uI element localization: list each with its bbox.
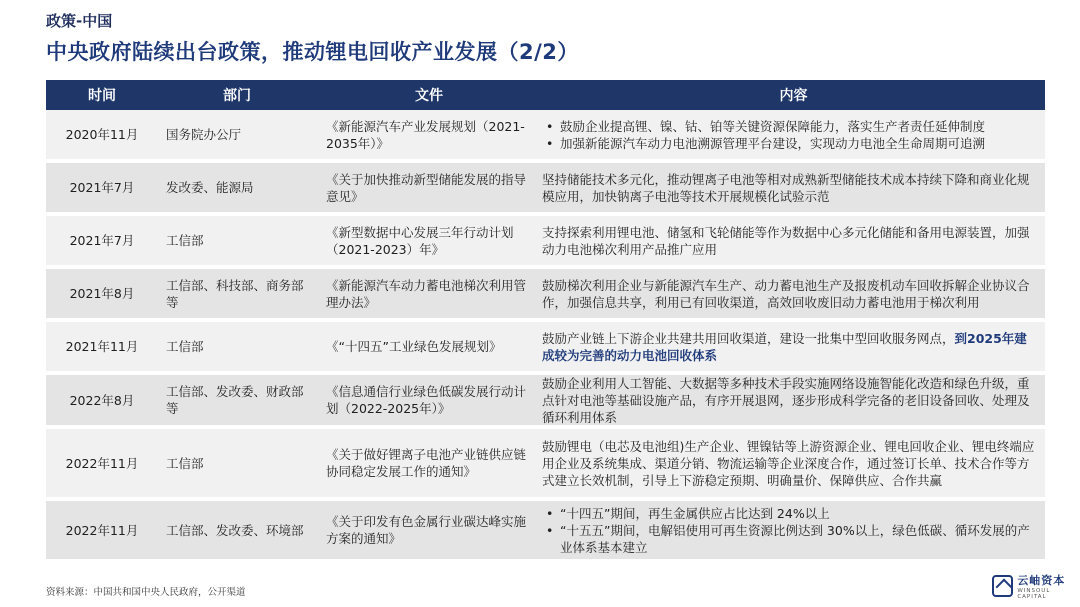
cell-dept: 工信部、发改委、财政部等 <box>166 384 304 416</box>
cell-content <box>542 505 1045 556</box>
cell-content <box>542 438 1045 489</box>
table-row <box>46 110 1045 163</box>
cell-content <box>542 171 1045 205</box>
page-title: 中央政府陆续出台政策，推动锂电回收产业发展（2/2） <box>46 40 579 64</box>
cell-time: 2021年7月 <box>69 180 135 195</box>
cell-content <box>542 118 1045 152</box>
content-text: 坚持储能技术多元化，推动锂离子电池等相对成熟新型储能技术成本持续下降和商业化规模应用，加快钠离子电池等技术开展规模化试验示范 <box>542 171 1030 204</box>
cell-content <box>542 375 1045 426</box>
content-text: 鼓励企业利用人工智能、大数据等多种技术手段实施网络设施智能化改造和绿色升级，重点针对电池等基础设施产品，有序开展退网，逐步形成科学完备的老旧设备回收、处理及循环利用体系 <box>542 375 1030 425</box>
column-header-dept: 部门 <box>223 88 251 104</box>
content-bullet: • 鼓励企业提高锂、镍、钴、铂等关键资源保障能力，落实生产者责任延伸制度 <box>542 118 1035 135</box>
cell-doc: 《关于做好锂离子电池产业链供应链协同稳定发展工作的通知》 <box>326 447 527 479</box>
content-text: 鼓励产业链上下游企业共建共用回收渠道，建设一批集中型回收服务网点， <box>542 330 955 346</box>
cell-dept: 工信部、科技部、商务部等 <box>166 277 304 310</box>
cell-doc: 《关于加快推动新型储能发展的指导意见》 <box>326 171 527 204</box>
content-text: 支持探索利用锂电池、储氢和飞轮储能等作为数据中心多元化储能和备用电源装置，加强动力电池梯次利用产品推广应用 <box>542 224 1030 257</box>
cell-doc: 《新能源汽车动力蓄电池梯次利用管理办法》 <box>326 277 527 310</box>
content-highlight: 到2025年建成较为完善的动力电池回收体系 <box>542 330 1027 363</box>
content-bullet: • “十四五”期间，再生金属供应占比达到 24%以上 <box>542 505 1035 522</box>
column-header-doc: 文件 <box>415 88 443 104</box>
logo-mark-icon <box>992 575 1013 597</box>
cell-time: 2022年8月 <box>69 392 135 408</box>
cell-dept: 国务院办公厅 <box>166 127 242 142</box>
table-row <box>46 269 1045 322</box>
table-header <box>46 80 1045 110</box>
cell-time: 2022年11月 <box>65 522 139 538</box>
cell-content <box>542 277 1045 311</box>
page-kicker: 政策-中国 <box>46 12 113 30</box>
brand-logo <box>992 572 1080 600</box>
cell-dept: 发改委、能源局 <box>166 180 254 195</box>
content-bullet: • 加强新能源汽车动力电池溯源管理平台建设，实现动力电池全生命周期可追溯 <box>542 135 1035 152</box>
cell-dept: 工信部 <box>166 233 204 248</box>
cell-time: 2021年8月 <box>69 286 135 301</box>
cell-doc: 《新型数据中心发展三年行动计划（2021-2023）年》 <box>326 224 514 257</box>
column-header-content: 内容 <box>779 88 808 104</box>
cell-time: 2021年11月 <box>65 339 139 354</box>
cell-doc: 《关于印发有色金属行业碳达峰实施方案的通知》 <box>326 514 527 546</box>
logo-name-cn: 云岫资本 <box>1017 574 1066 587</box>
table-row <box>46 429 1045 501</box>
cell-doc: 《新能源汽车产业发展规划（2021-2035年）》 <box>326 118 525 151</box>
policy-table <box>46 80 1045 563</box>
content-bullet: • “十五五”期间，电解铝使用可再生资源比例达到 30%以上，绿色低碳、循环发展的产业体系基本建立 <box>542 522 1035 556</box>
cell-doc: 《信息通信行业绿色低碳发展行动计划（2022-2025年）》 <box>326 384 527 416</box>
table-row <box>46 322 1045 375</box>
table-row <box>46 163 1045 216</box>
logo-name-en: WINSOUL CAPITAL <box>1017 588 1051 600</box>
cell-doc: 《“十四五”工业绿色发展规划》 <box>326 339 502 354</box>
content-text: 鼓励锂电（电芯及电池组)生产企业、锂镍钴等上游资源企业、锂电回收企业、锂电终端应用企业及系统集成、渠道分销、物流运输等企业深度合作，通过签订长单、技术合作等方式建立长效机制，引导上下游稳定预期、明确量价、保障供应、合作共赢 <box>542 438 1035 488</box>
table-row <box>46 375 1045 429</box>
cell-time: 2022年11月 <box>65 455 139 471</box>
source-note: 资料来源：中国共和国中央人民政府，公开渠道 <box>46 587 246 598</box>
cell-content <box>542 330 1045 364</box>
table-row <box>46 216 1045 269</box>
cell-content <box>542 224 1045 258</box>
cell-dept: 工信部 <box>166 339 204 354</box>
cell-dept: 工信部、发改委、环境部 <box>166 522 304 538</box>
column-header-time: 时间 <box>88 88 116 104</box>
cell-dept: 工信部 <box>166 455 204 471</box>
cell-time: 2021年7月 <box>69 233 135 248</box>
content-text: 鼓励梯次利用企业与新能源汽车生产、动力蓄电池生产及报废机动车回收拆解企业协议合作，加强信息共享，利用已有回收渠道，高效回收废旧动力蓄电池用于梯次利用 <box>542 277 1030 310</box>
cell-time: 2020年11月 <box>65 127 139 142</box>
table-row <box>46 501 1045 563</box>
